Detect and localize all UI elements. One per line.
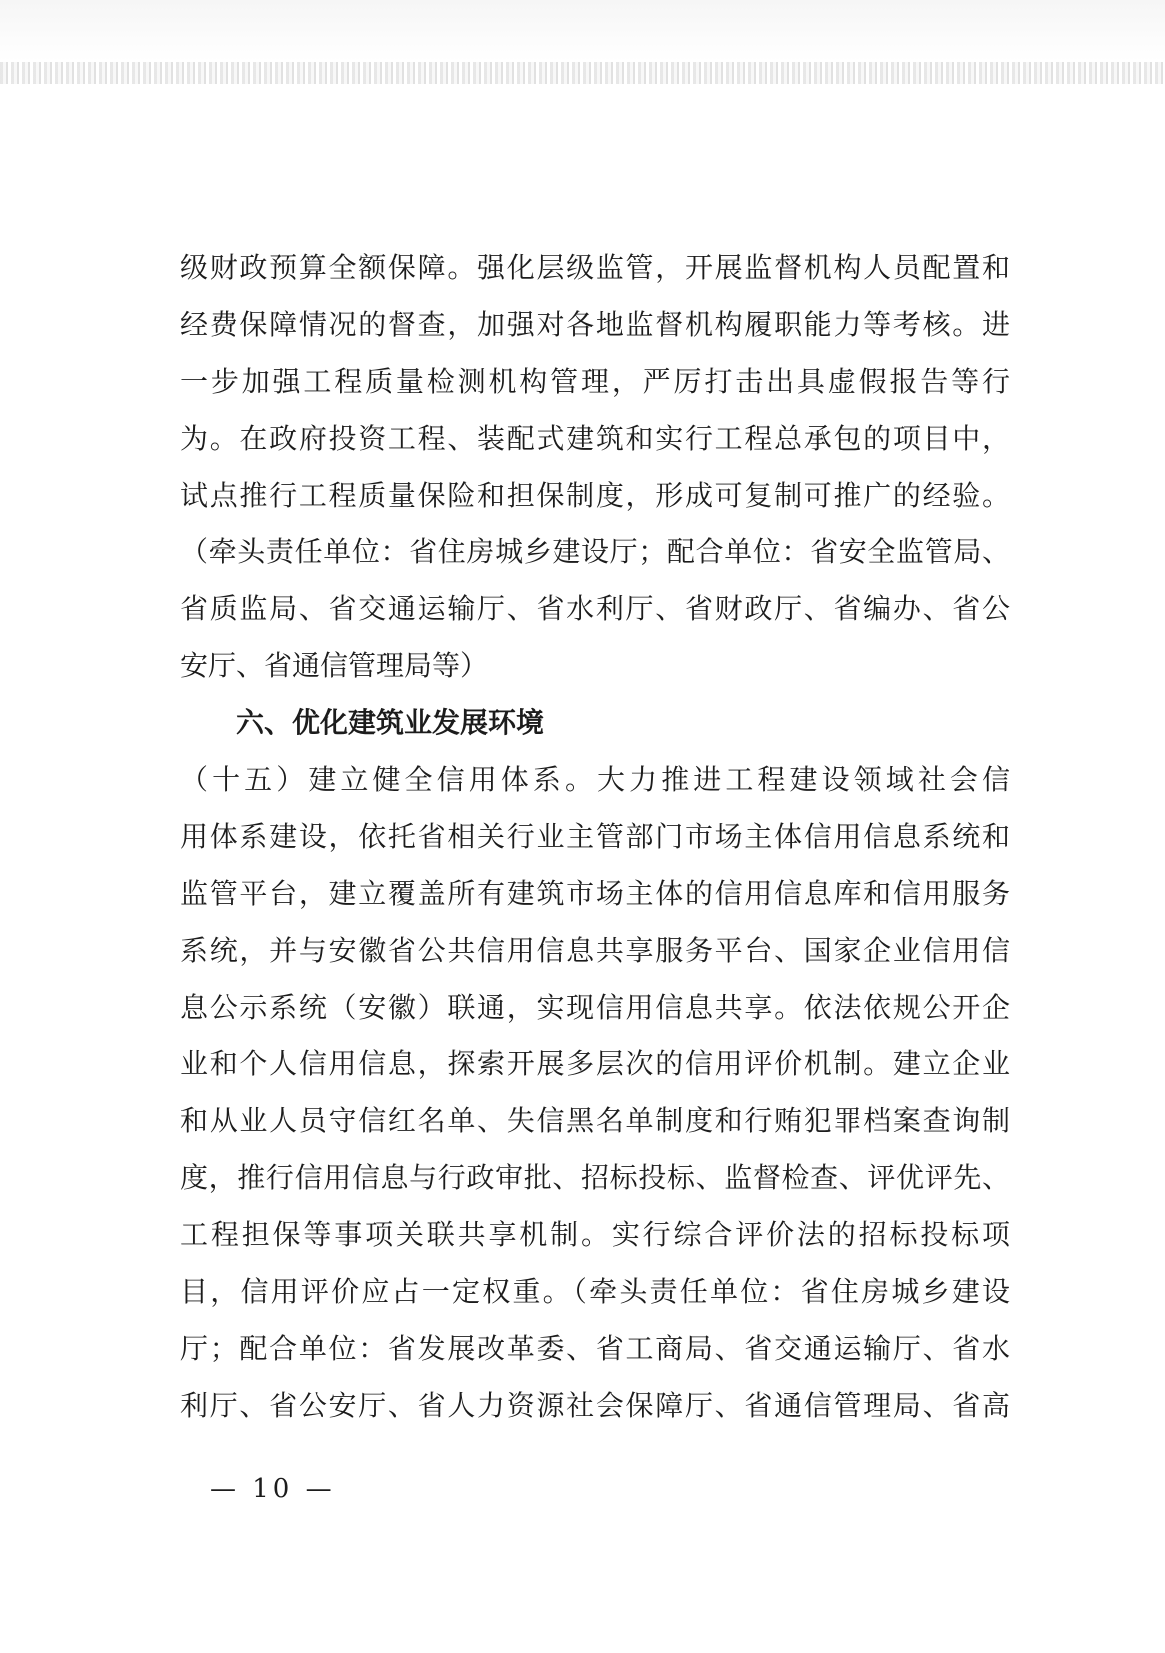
text-line: 息公示系统（安徽）联通，实现信用信息共享。依法依规公开企 [180, 990, 1010, 1024]
text-line: 业和个人信用信息，探索开展多层次的信用评价机制。建立企业 [180, 1047, 1010, 1081]
text-line: 为。在政府投资工程、装配式建筑和实行工程总承包的项目中， [180, 421, 1010, 455]
text-line: 目，信用评价应占一定权重。（牵头责任单位：省住房城乡建设 [180, 1275, 1010, 1309]
text-line: （十五）建立健全信用体系。大力推进工程建设领域社会信 [180, 763, 1010, 797]
page-number: — 10 — [210, 1474, 336, 1504]
paragraph-credit-system [180, 752, 1010, 1435]
text-line: 经费保障情况的督查，加强对各地监督机构履职能力等考核。进 [180, 307, 1010, 341]
text-line: 监管平台，建立覆盖所有建筑市场主体的信用信息库和信用服务 [180, 876, 1010, 910]
scan-top-margin [0, 0, 1165, 62]
paragraph-continuation [180, 240, 1010, 695]
scan-edge-artifact [0, 62, 1165, 84]
text-line: （牵头责任单位：省住房城乡建设厅；配合单位：省安全监管局、 [180, 535, 1010, 569]
text-line: 和从业人员守信红名单、失信黑名单制度和行贿犯罪档案查询制 [180, 1104, 1010, 1138]
text-line: 一步加强工程质量检测机构管理，严厉打击出具虚假报告等行 [180, 364, 1010, 398]
section-heading: 六、优化建筑业发展环境 [236, 706, 545, 740]
text-line: 试点推行工程质量保险和担保制度，形成可复制可推广的经验。 [180, 478, 1010, 512]
document-body [180, 240, 1010, 1435]
text-line: 级财政预算全额保障。强化层级监管，开展监督机构人员配置和 [180, 251, 1010, 284]
text-line: 用体系建设，依托省相关行业主管部门市场主体信用信息系统和 [180, 819, 1010, 853]
text-line: 度，推行信用信息与行政审批、招标投标、监督检查、评优评先、 [180, 1161, 1010, 1195]
text-line: 安厅、省通信管理局等） [180, 649, 489, 683]
text-line: 工程担保等事项关联共享机制。实行综合评价法的招标投标项 [180, 1218, 1010, 1252]
text-line: 利厅、省公安厅、省人力资源社会保障厅、省通信管理局、省高 [180, 1388, 1010, 1422]
text-line: 系统，并与安徽省公共信用信息共享服务平台、国家企业信用信 [180, 933, 1010, 967]
text-line: 厅；配合单位：省发展改革委、省工商局、省交通运输厅、省水 [180, 1331, 1010, 1365]
text-line: 省质监局、省交通运输厅、省水利厅、省财政厅、省编办、省公 [180, 592, 1010, 626]
